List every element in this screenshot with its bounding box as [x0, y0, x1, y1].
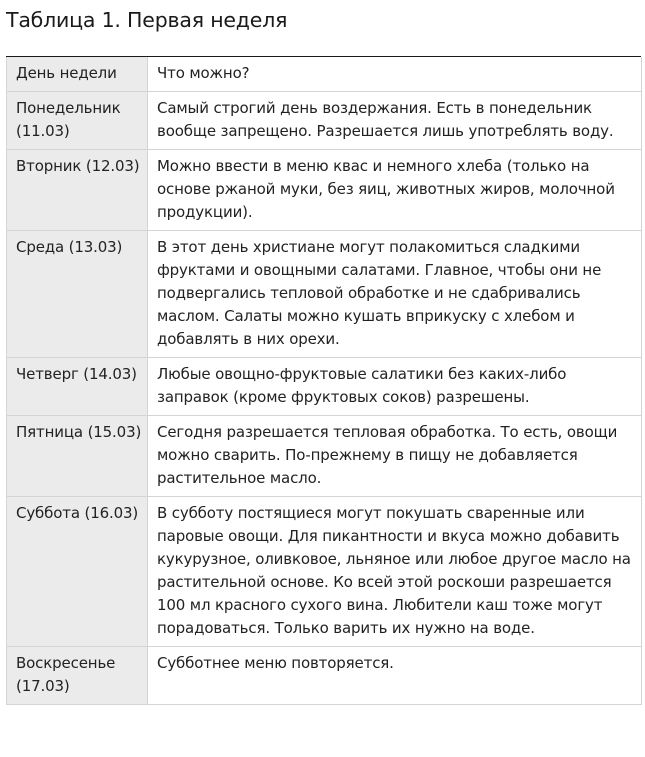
- table-row: [7, 150, 642, 231]
- desc-cell: Любые овощно-фруктовые салатики без каких-либо заправок (кроме фруктовых соков) разрешены.: [148, 358, 642, 416]
- table-row: [7, 416, 642, 497]
- day-cell: Пятница (15.03): [7, 416, 148, 497]
- table-header-row: [7, 57, 642, 92]
- table-row: [7, 497, 642, 647]
- day-cell: Четверг (14.03): [7, 358, 148, 416]
- table-title: Таблица 1. Первая неделя: [6, 8, 288, 32]
- desc-cell: В субботу постящиеся могут покушать сваренные или паровые овощи. Для пикантности и вкуса можно добавить кукурузное, оливковое, льняное или любое другое масло на растительной основе. Ко всей этой роскоши разрешается 100 мл красного сухого вина. Любители каш тоже могут порадоваться. Только варить их нужно на воде.: [148, 497, 642, 647]
- desc-cell: Можно ввести в меню квас и немного хлеба (только на основе ржаной муки, без яиц, животных жиров, молочной продукции).: [148, 150, 642, 231]
- desc-cell: В этот день христиане могут полакомиться сладкими фруктами и овощными салатами. Главное, чтобы они не подвергались тепловой обработке и не сдабривались маслом. Салаты можно кушать вприкуску с хлебом и добавлять в них орехи.: [148, 231, 642, 358]
- table-row: [7, 92, 642, 150]
- desc-cell: Субботнее меню повторяется.: [148, 647, 642, 705]
- desc-cell: Самый строгий день воздержания. Есть в понедельник вообще запрещено. Разрешается лишь употреблять воду.: [148, 92, 642, 150]
- day-cell: Понедельник (11.03): [7, 92, 148, 150]
- day-cell: Воскресенье (17.03): [7, 647, 148, 705]
- fasting-week-table: [6, 57, 642, 705]
- header-day-cell: День недели: [7, 57, 148, 92]
- header-desc-cell: Что можно?: [148, 57, 642, 92]
- table-row: [7, 647, 642, 705]
- table-row: [7, 358, 642, 416]
- desc-cell: Сегодня разрешается тепловая обработка. То есть, овощи можно сварить. По-прежнему в пищу не добавляется растительное масло.: [148, 416, 642, 497]
- table-row: [7, 231, 642, 358]
- day-cell: Вторник (12.03): [7, 150, 148, 231]
- day-cell: Суббота (16.03): [7, 497, 148, 647]
- day-cell: Среда (13.03): [7, 231, 148, 358]
